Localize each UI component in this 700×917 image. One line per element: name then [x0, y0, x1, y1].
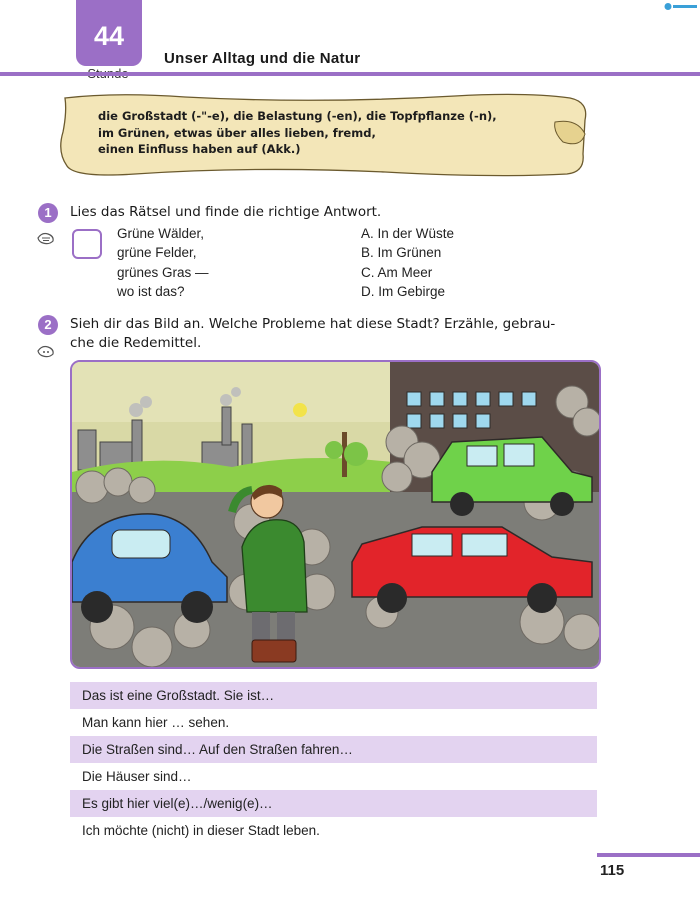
illustration-canvas — [72, 362, 599, 667]
riddle-line: grünes Gras — — [117, 264, 209, 280]
briefcase-icon — [252, 640, 296, 662]
task-2-instruction — [70, 315, 600, 353]
vocab-line: einen Einfluss haben auf (Akk.) — [98, 142, 301, 156]
task-2-number: 2 — [38, 315, 58, 335]
option-c[interactable]: C. Am Meer — [361, 264, 433, 280]
riddle-line: Grüne Wälder, — [117, 226, 205, 241]
phrase-row: Es gibt hier viel(e)…/wenig(e)… — [70, 790, 597, 817]
phrase-row: Die Straßen sind… Auf den Straßen fahren… — [70, 736, 597, 763]
city-pollution-illustration — [70, 360, 601, 669]
option-b[interactable]: B. Im Grünen — [361, 245, 442, 261]
phrase-row: Das ist eine Großstadt. Sie ist… — [70, 682, 597, 709]
header-rule — [0, 72, 700, 76]
task-1-number: 1 — [38, 203, 58, 223]
page-number: 115 — [600, 862, 625, 879]
answer-options — [361, 224, 454, 301]
phrase-row: Ich möchte (nicht) in dieser Stadt leben. — [82, 823, 320, 838]
riddle-text — [117, 224, 209, 301]
task-1-instruction: Lies das Rätsel und finde die richtige Antwort. — [70, 204, 382, 220]
publisher-logo-icon — [664, 2, 698, 11]
footer-rule — [597, 853, 700, 857]
riddle-line: grüne Felder, — [117, 245, 197, 261]
phrase-row: Man kann hier … sehen. — [82, 715, 230, 730]
option-d[interactable]: D. Im Gebirge — [361, 283, 446, 299]
page-title: Unser Alltag und die Natur — [164, 50, 361, 67]
vocab-list — [98, 108, 578, 158]
phrase-row: Die Häuser sind… — [82, 769, 192, 784]
sun-icon — [293, 403, 307, 417]
riddle-line: wo ist das? — [117, 283, 185, 299]
vocab-line: im Grünen, etwas über alles lieben, fremd, — [98, 125, 376, 140]
reading-icon — [36, 230, 56, 246]
speaking-icon — [36, 343, 56, 359]
task-2-instruction-line: che die Redemittel. — [70, 335, 202, 351]
answer-box[interactable] — [72, 229, 102, 259]
vocab-line: die Großstadt (-"-e), die Belastung (-en), die Topfpflanze (-n), — [98, 109, 497, 123]
option-a[interactable]: A. In der Wüste — [361, 226, 455, 241]
task-2-instruction-line: Sieh dir das Bild an. Welche Probleme hat diese Stadt? Erzähle, gebrau- — [70, 316, 556, 332]
lesson-number-tab: 44 — [76, 0, 142, 66]
